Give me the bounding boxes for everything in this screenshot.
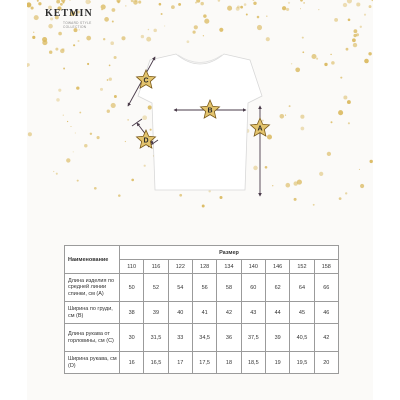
confetti-dot [338, 110, 343, 115]
confetti-dot [53, 171, 54, 172]
measurement-value: 18 [217, 352, 241, 374]
measurement-label: Длина рукава от горловины, см (C) [65, 324, 120, 352]
measurement-value: 30 [120, 324, 144, 352]
confetti-dot [313, 204, 315, 206]
confetti-dot [240, 6, 243, 9]
confetti-dot [77, 180, 79, 182]
confetti-dot [125, 5, 127, 7]
confetti-dot [257, 16, 260, 19]
tshirt-shape [138, 54, 262, 190]
table-row [65, 302, 339, 324]
confetti-dot [257, 25, 262, 30]
confetti-dot [63, 115, 64, 116]
size-header-cell: 152 [290, 260, 314, 274]
table-row [65, 324, 339, 352]
confetti-dot [359, 169, 360, 170]
confetti-dot [67, 121, 68, 122]
confetti-dot [352, 38, 356, 42]
size-header-cell: 134 [217, 260, 241, 274]
size-header-cell: 146 [265, 260, 289, 274]
measurement-value: 42 [314, 324, 338, 352]
marker-label: D [143, 137, 149, 145]
confetti-dot [340, 77, 342, 79]
size-group-header: Размер [120, 246, 339, 260]
confetti-dot [346, 48, 349, 51]
measurement-value: 43 [241, 302, 265, 324]
confetti-dot [141, 35, 144, 38]
measurement-value: 16 [120, 352, 144, 374]
confetti-dot [203, 14, 206, 17]
measurement-value: 40,5 [290, 324, 314, 352]
table-row [65, 274, 339, 302]
confetti-dot [369, 5, 372, 8]
confetti-dot [90, 133, 92, 135]
confetti-dot [302, 37, 304, 39]
measurement-value: 36 [217, 324, 241, 352]
measurement-value: 34,5 [192, 324, 216, 352]
confetti-dot [330, 54, 331, 55]
measurement-value: 20 [314, 352, 338, 374]
measurement-label: Ширина рукава, см (D) [65, 352, 120, 374]
size-header-cell: 116 [144, 260, 168, 274]
confetti-dot [303, 2, 305, 4]
measurement-value: 39 [144, 302, 168, 324]
measurement-value: 46 [314, 302, 338, 324]
measurement-value: 60 [241, 274, 265, 302]
measurement-value: 54 [168, 274, 192, 302]
confetti-dot [27, 2, 31, 7]
confetti-dot [300, 0, 303, 2]
confetti-dot [55, 48, 58, 51]
confetti-dot [38, 2, 41, 5]
measurement-value: 19,5 [290, 352, 314, 374]
measurement-value: 18,5 [241, 352, 265, 374]
confetti-dot [318, 9, 319, 10]
confetti-dot [94, 187, 97, 190]
confetti-dot [339, 197, 342, 200]
confetti-dot [356, 2, 360, 6]
confetti-dot [58, 89, 61, 92]
confetti-dot [300, 8, 301, 9]
size-header-cell: 122 [168, 260, 192, 274]
confetti-dot [302, 51, 304, 53]
confetti-dot [87, 63, 89, 65]
confetti-dot [327, 152, 331, 156]
confetti-dot [360, 26, 362, 28]
confetti-dot [286, 8, 289, 11]
confetti-dot [37, 0, 39, 2]
confetti-dot [27, 63, 30, 66]
confetti-dot [56, 98, 60, 102]
confetti-dot [56, 173, 58, 175]
confetti-dot [347, 100, 351, 104]
confetti-dot [200, 2, 203, 5]
confetti-dot [227, 6, 232, 11]
confetti-dot [193, 30, 196, 33]
confetti-dot [133, 0, 138, 5]
confetti-dot [253, 0, 255, 1]
confetti-dot [364, 59, 369, 64]
confetti-dot [301, 127, 305, 131]
measurement-value: 44 [265, 302, 289, 324]
confetti-dot [300, 115, 304, 119]
confetti-dot [246, 14, 248, 16]
arrow-d-tick-1 [132, 119, 142, 126]
confetti-dot [131, 0, 134, 2]
confetti-dot [348, 18, 351, 21]
confetti-dot [161, 13, 163, 15]
confetti-dot [79, 112, 81, 114]
confetti-dot [316, 58, 318, 60]
confetti-dot [194, 25, 198, 29]
name-header: Наименование [65, 246, 120, 274]
marker-label: C [143, 77, 149, 85]
measurement-value: 16,5 [144, 352, 168, 374]
size-header-cell: 158 [314, 260, 338, 274]
confetti-dot [138, 1, 141, 4]
marker-label: B [207, 107, 213, 115]
confetti-dot [164, 25, 165, 26]
confetti-dot [69, 0, 70, 1]
confetti-dot [348, 122, 350, 124]
confetti-dot [218, 0, 221, 2]
confetti-dot [75, 132, 76, 133]
confetti-dot [331, 121, 333, 123]
confetti-dot [73, 44, 75, 46]
measurement-value: 17 [168, 352, 192, 374]
confetti-dot [331, 61, 335, 65]
confetti-dot [63, 68, 65, 70]
confetti-dot [219, 28, 223, 32]
confetti-dot [60, 3, 63, 6]
confetti-dot [84, 144, 87, 147]
confetti-dot [343, 3, 347, 7]
confetti-dot [253, 2, 256, 5]
brand-tagline-1: TOWARD STYLE [63, 21, 92, 25]
confetti-dot [324, 63, 327, 66]
confetti-dot [266, 15, 267, 16]
confetti-dot [159, 3, 162, 6]
confetti-dot [66, 158, 70, 162]
confetti-dot [353, 34, 356, 37]
confetti-dot [34, 15, 39, 20]
measurement-value: 56 [192, 274, 216, 302]
confetti-dot [343, 96, 347, 100]
confetti-dot [319, 172, 323, 176]
measurement-value: 64 [290, 274, 314, 302]
measurement-value: 50 [120, 274, 144, 302]
confetti-dot [244, 3, 247, 6]
confetti-dot [236, 7, 240, 11]
measurement-value: 52 [144, 274, 168, 302]
confetti-dot [49, 50, 52, 53]
marker-label: A [257, 125, 263, 133]
confetti-dot [282, 6, 286, 10]
measurement-value: 45 [290, 302, 314, 324]
size-header-cell: 140 [241, 260, 265, 274]
measurement-value: 58 [217, 274, 241, 302]
confetti-dot [33, 32, 34, 33]
brand-logo [45, 8, 115, 42]
measurement-value: 17,5 [192, 352, 216, 374]
confetti-dot [28, 132, 32, 136]
confetti-dot [178, 3, 181, 6]
confetti-dot [288, 2, 290, 4]
confetti-dot [76, 86, 79, 89]
confetti-dot [204, 19, 209, 24]
confetti-dot [353, 43, 357, 47]
measurement-label: Ширина по груди, см (B) [65, 302, 120, 324]
confetti-dot [31, 6, 34, 9]
confetti-dot [148, 29, 150, 31]
measurement-value: 40 [168, 302, 192, 324]
measurement-value: 62 [265, 274, 289, 302]
confetti-dot [32, 36, 35, 39]
confetti-dot [62, 1, 64, 3]
confetti-dot [60, 49, 64, 53]
confetti-dot [370, 160, 373, 163]
measurement-value: 39 [265, 324, 289, 352]
brand-tagline-2: COLLECTION [63, 25, 87, 29]
confetti-dot [364, 14, 366, 16]
measurement-value: 41 [192, 302, 216, 324]
confetti-dot [118, 1, 120, 3]
confetti-dot [171, 5, 175, 9]
size-header-cell: 110 [120, 260, 144, 274]
table-row [65, 352, 339, 374]
measurement-value: 37,5 [241, 324, 265, 352]
brand-name: KETMIN [45, 8, 93, 19]
tshirt-measurement-diagram [100, 40, 300, 210]
measurement-value: 38 [120, 302, 144, 324]
confetti-dot [153, 29, 157, 33]
measurement-value: 31,5 [144, 324, 168, 352]
confetti-dot [372, 0, 373, 1]
size-table [64, 245, 339, 374]
confetti-dot [89, 1, 91, 3]
measurement-value: 42 [217, 302, 241, 324]
confetti-dot [334, 18, 338, 22]
measurement-value: 33 [168, 324, 192, 352]
confetti-dot [56, 0, 60, 4]
confetti-dot [368, 52, 371, 55]
confetti-dot [354, 29, 358, 33]
size-header-cell: 128 [192, 260, 216, 274]
confetti-dot [70, 126, 71, 127]
confetti-dot [345, 192, 347, 194]
confetti-dot [73, 151, 74, 152]
confetti-dot [203, 35, 204, 36]
confetti-dot [311, 54, 316, 59]
measurement-label: Длина изделия по средней линии спинки, см (A) [65, 274, 120, 302]
confetti-dot [360, 184, 364, 188]
confetti-dot [347, 0, 352, 3]
measurement-value: 66 [314, 274, 338, 302]
measurement-value: 19 [265, 352, 289, 374]
